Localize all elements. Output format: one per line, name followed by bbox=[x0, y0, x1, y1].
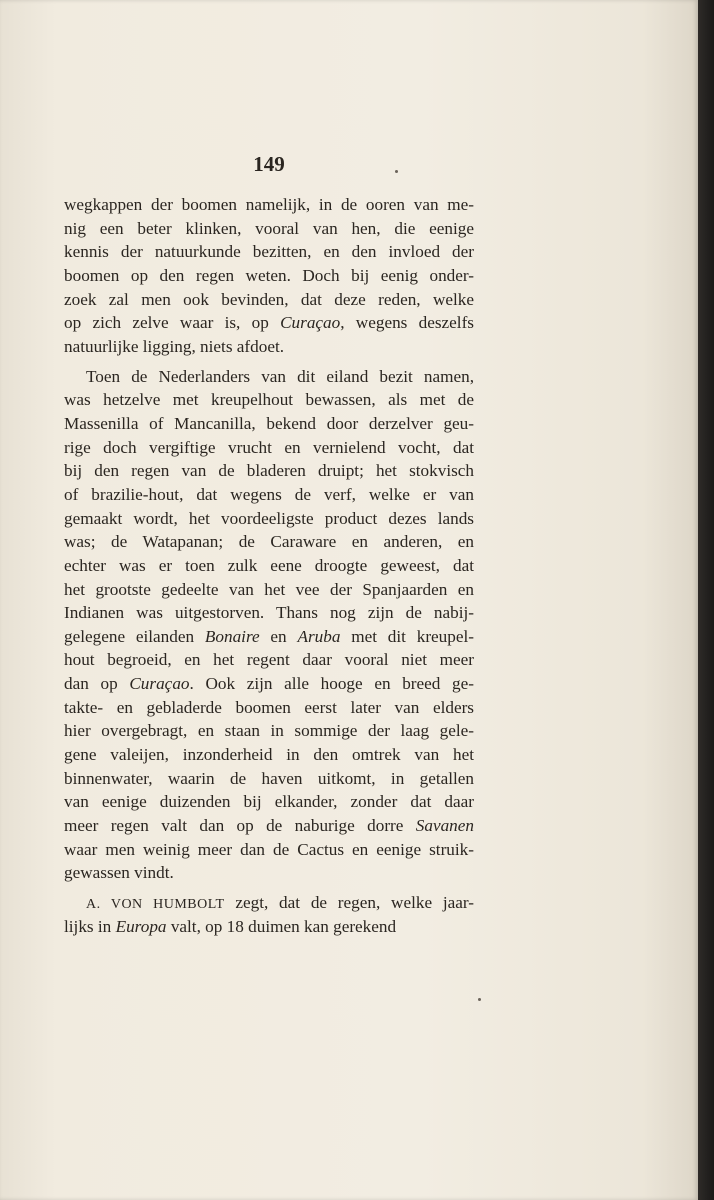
paper-speck bbox=[395, 170, 398, 173]
text-line: meer regen valt dan op de naburige dorre Savanen bbox=[64, 816, 474, 836]
body-text bbox=[64, 193, 474, 938]
text-line: hier overgebragt, en staan in sommige der laag gele- bbox=[64, 721, 474, 741]
text-line: Massenilla of Mancanilla, bekend door derzelver geu- bbox=[64, 413, 474, 433]
text-line: het grootste gedeelte van het vee der Spanjaarden en bbox=[64, 579, 474, 599]
text-line: zoek zal men ook bevinden, dat deze reden, welke bbox=[64, 289, 474, 309]
text-line: of brazilie-hout, dat wegens de verf, welke er van bbox=[64, 484, 474, 504]
text-line: Indianen was uitgestorven. Thans nog zijn de nabij- bbox=[64, 603, 474, 623]
text-line: kennis der natuurkunde bezitten, en den invloed der bbox=[64, 242, 474, 262]
text-line: binnenwater, waarin de haven uitkomt, in getallen bbox=[64, 768, 474, 788]
italic-term: Curaçao bbox=[129, 674, 190, 694]
text-line: nig een beter klinken, vooral van hen, die eenige bbox=[64, 218, 474, 238]
italic-term: Curaçao bbox=[280, 313, 341, 333]
author-name: A. VON HUMBOLT bbox=[86, 897, 225, 913]
italic-term: Savanen bbox=[415, 816, 474, 836]
text-line: A. VON HUMBOLT zegt, dat de regen, welke jaar- bbox=[86, 893, 474, 913]
text-line: bij den regen van de bladeren druipt; het stokvisch bbox=[64, 461, 474, 481]
text-line: gemaakt wordt, het voordeeligste product dezes lands bbox=[64, 508, 474, 528]
text-line: op zich zelve waar is, op Curaçao, wegens deszelfs bbox=[64, 313, 474, 333]
text-line: natuurlijke ligging, niets afdoet. bbox=[64, 336, 285, 356]
paragraph-3 bbox=[64, 891, 474, 938]
book-right-edge bbox=[698, 0, 714, 1200]
text-line: was hetzelve met kreupelhout bewassen, als met de bbox=[64, 390, 474, 410]
text-line: rige doch vergiftige vrucht en vernielend vocht, dat bbox=[64, 437, 474, 457]
text-line: dan op Curaçao. Ook zijn alle hooge en breed ge- bbox=[64, 674, 474, 694]
italic-term: Aruba bbox=[297, 626, 341, 646]
page-number: 149 bbox=[253, 152, 285, 176]
paper-speck bbox=[478, 998, 481, 1001]
italic-term: Bonaire bbox=[204, 626, 260, 646]
text-line: gene valeijen, inzonderheid in den omtrek van het bbox=[64, 745, 474, 765]
italic-term: Europa bbox=[115, 916, 167, 936]
text-line: gewassen vindt. bbox=[64, 863, 174, 883]
text-line: wegkappen der boomen namelijk, in de ooren van me- bbox=[64, 195, 474, 214]
text-line: boomen op den regen weten. Doch bij eenig onder- bbox=[64, 265, 474, 285]
text-line: takte- en gebladerde boomen eerst later van elders bbox=[64, 697, 474, 717]
text-line: was; de Watapanan; de Caraware en anderen, en bbox=[64, 532, 474, 552]
paragraph-2 bbox=[64, 365, 474, 885]
text-line: Toen de Nederlanders van dit eiland bezit namen, bbox=[86, 366, 474, 386]
text-line: echter was er toen zulk eene droogte geweest, dat bbox=[64, 555, 474, 575]
text-line: lijks in Europa valt, op 18 duimen kan gerekend bbox=[64, 916, 397, 936]
paragraph-1 bbox=[64, 193, 474, 359]
text-line: van eenige duizenden bij elkander, zonder dat daar bbox=[64, 792, 474, 812]
text-line: gelegene eilanden Bonaire en Aruba met dit kreupel- bbox=[64, 626, 474, 646]
text-line: waar men weinig meer dan de Cactus en eenige struik- bbox=[64, 839, 474, 859]
text-line: hout begroeid, en het regent daar vooral niet meer bbox=[64, 650, 474, 670]
